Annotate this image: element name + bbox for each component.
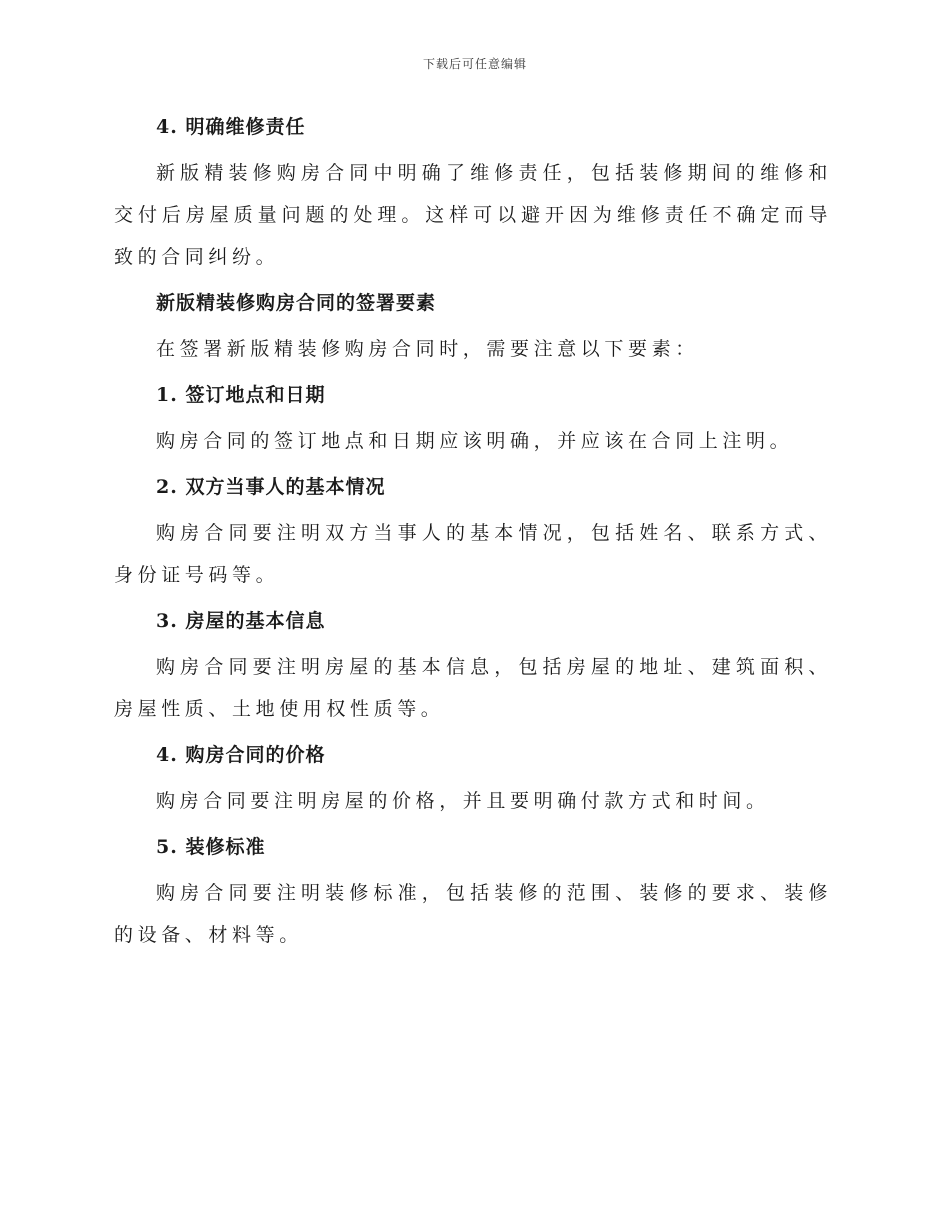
paragraph-price: 购房合同要注明房屋的价格，并且要明确付款方式和时间。 (156, 790, 770, 812)
section-heading-maintenance-responsibility: 4. 明确维修责任 (156, 116, 306, 138)
item-heading-property-info: 3. 房屋的基本信息 (156, 610, 326, 632)
item-heading-place-date: 1. 签订地点和日期 (156, 384, 326, 406)
item-heading-decoration-standard: 5. 装修标准 (156, 836, 266, 858)
paragraph-property-info: 购房合同要注明房屋的基本信息，包括房屋的地址、建筑面积、房屋性质、土地使用权性质等。 (114, 656, 832, 720)
item-heading-price: 4. 购房合同的价格 (156, 744, 326, 766)
section-heading-signing-elements: 新版精装修购房合同的签署要素 (156, 292, 437, 314)
paragraph-place-date: 购房合同的签订地点和日期应该明确，并应该在合同上注明。 (156, 430, 794, 452)
paragraph-parties: 购房合同要注明双方当事人的基本情况，包括姓名、联系方式、身份证号码等。 (114, 522, 832, 586)
header-note: 下载后可任意编辑 (422, 57, 527, 71)
paragraph-maintenance-responsibility: 新版精装修购房合同中明确了维修责任，包括装修期间的维修和交付后房屋质量问题的处理。这样可以避开因为维修责任不确定而导致的合同纠纷。 (114, 162, 832, 268)
item-heading-parties: 2. 双方当事人的基本情况 (156, 476, 386, 498)
paragraph-decoration-standard: 购房合同要注明装修标准，包括装修的范围、装修的要求、装修的设备、材料等。 (114, 882, 832, 946)
paragraph-signing-intro: 在签署新版精装修购房合同时，需要注意以下要素： (156, 338, 699, 360)
document-body (114, 110, 832, 956)
